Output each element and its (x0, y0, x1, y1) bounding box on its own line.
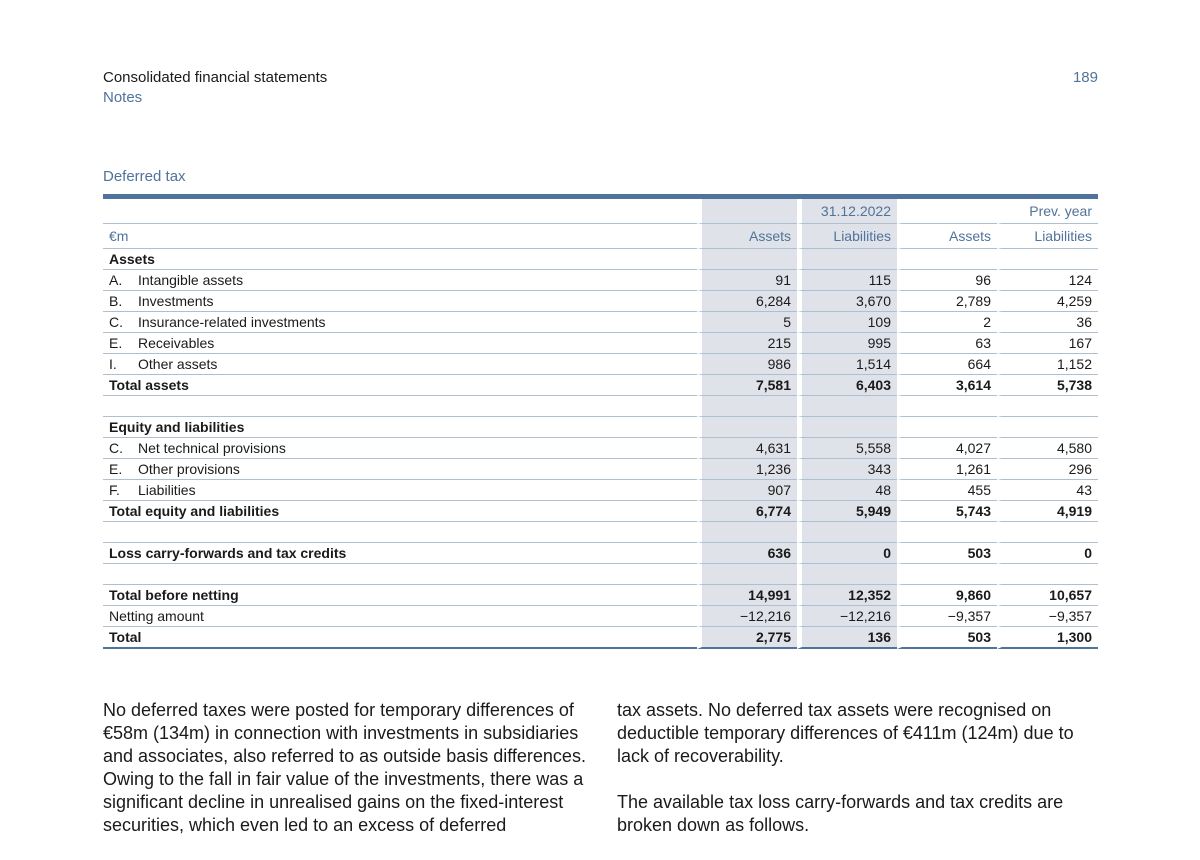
loss-carry-forwards-row: Loss carry-forwards and tax credits 636 0 503 0 (103, 543, 1098, 564)
col-header-assets-previous: Assets (897, 224, 997, 249)
spacer-row (103, 522, 1098, 543)
row-heading: Assets (103, 249, 697, 270)
section-title: Deferred tax (103, 168, 186, 185)
assets-heading-row (103, 249, 1098, 270)
col-header-assets-current: Assets (697, 224, 797, 249)
table-header-period-row (103, 199, 1098, 224)
document-title: Consolidated financial statements (103, 69, 328, 86)
period-previous-label: Prev. year (997, 199, 1098, 224)
table-row: C. Net technical provisions 4,631 5,558 4,027 4,580 (103, 438, 1098, 459)
table-row: A. Intangible assets 91 115 96 124 (103, 270, 1098, 291)
table-row: F. Liabilities 907 48 455 43 (103, 480, 1098, 501)
body-paragraph: The available tax loss carry-forwards and tax credits are broken down as follows. (617, 792, 1064, 835)
document-subtitle: Notes (103, 89, 143, 106)
total-before-netting-row: Total before netting 14,991 12,352 9,860 10,657 (103, 585, 1098, 606)
total-equity-liabilities-row: Total equity and liabilities 6,774 5,949 5,743 4,919 (103, 501, 1098, 522)
page-number: 189 (1072, 69, 1098, 86)
table-row: E. Other provisions 1,236 343 1,261 296 (103, 459, 1098, 480)
table-header-columns-row (103, 224, 1098, 249)
body-column-right (617, 699, 1099, 860)
page-header (103, 68, 327, 108)
body-paragraph: No deferred taxes were posted for temporary differences of €58m (134m) in connection with investments in subsidiaries and associates, also referred to as outside basis differences. Owing to the fall in fair value of the investments, there was a significant decline in unrealised gains on the fixed-interest securities, which even led to an excess of deferred (103, 700, 586, 835)
table-row: I. Other assets 986 1,514 664 1,152 (103, 354, 1098, 375)
unit-label: €m (103, 224, 697, 249)
table-row: E. Receivables 215 995 63 167 (103, 333, 1098, 354)
grand-total-row: Total 2,775 136 503 1,300 (103, 627, 1098, 649)
period-current-label: 31.12.2022 (797, 199, 897, 224)
spacer-row (103, 564, 1098, 585)
table-row: B. Investments 6,284 3,670 2,789 4,259 (103, 291, 1098, 312)
deferred-tax-table (103, 194, 1098, 649)
table-row: C. Insurance-related investments 5 109 2 36 (103, 312, 1098, 333)
netting-amount-row: Netting amount −12,216 −12,216 −9,357 −9,357 (103, 606, 1098, 627)
spacer-row (103, 396, 1098, 417)
body-paragraph: tax assets. No deferred tax assets were recognised on deductible temporary differences of €411m (124m) due to lack of recoverability. (617, 700, 1074, 766)
row-heading: Equity and liabilities (103, 417, 697, 438)
col-header-liabilities-previous: Liabilities (997, 224, 1098, 249)
total-assets-row: Total assets 7,581 6,403 3,614 5,738 (103, 375, 1098, 396)
body-column-left (103, 699, 588, 837)
col-header-liabilities-current: Liabilities (797, 224, 897, 249)
equity-heading-row (103, 417, 1098, 438)
